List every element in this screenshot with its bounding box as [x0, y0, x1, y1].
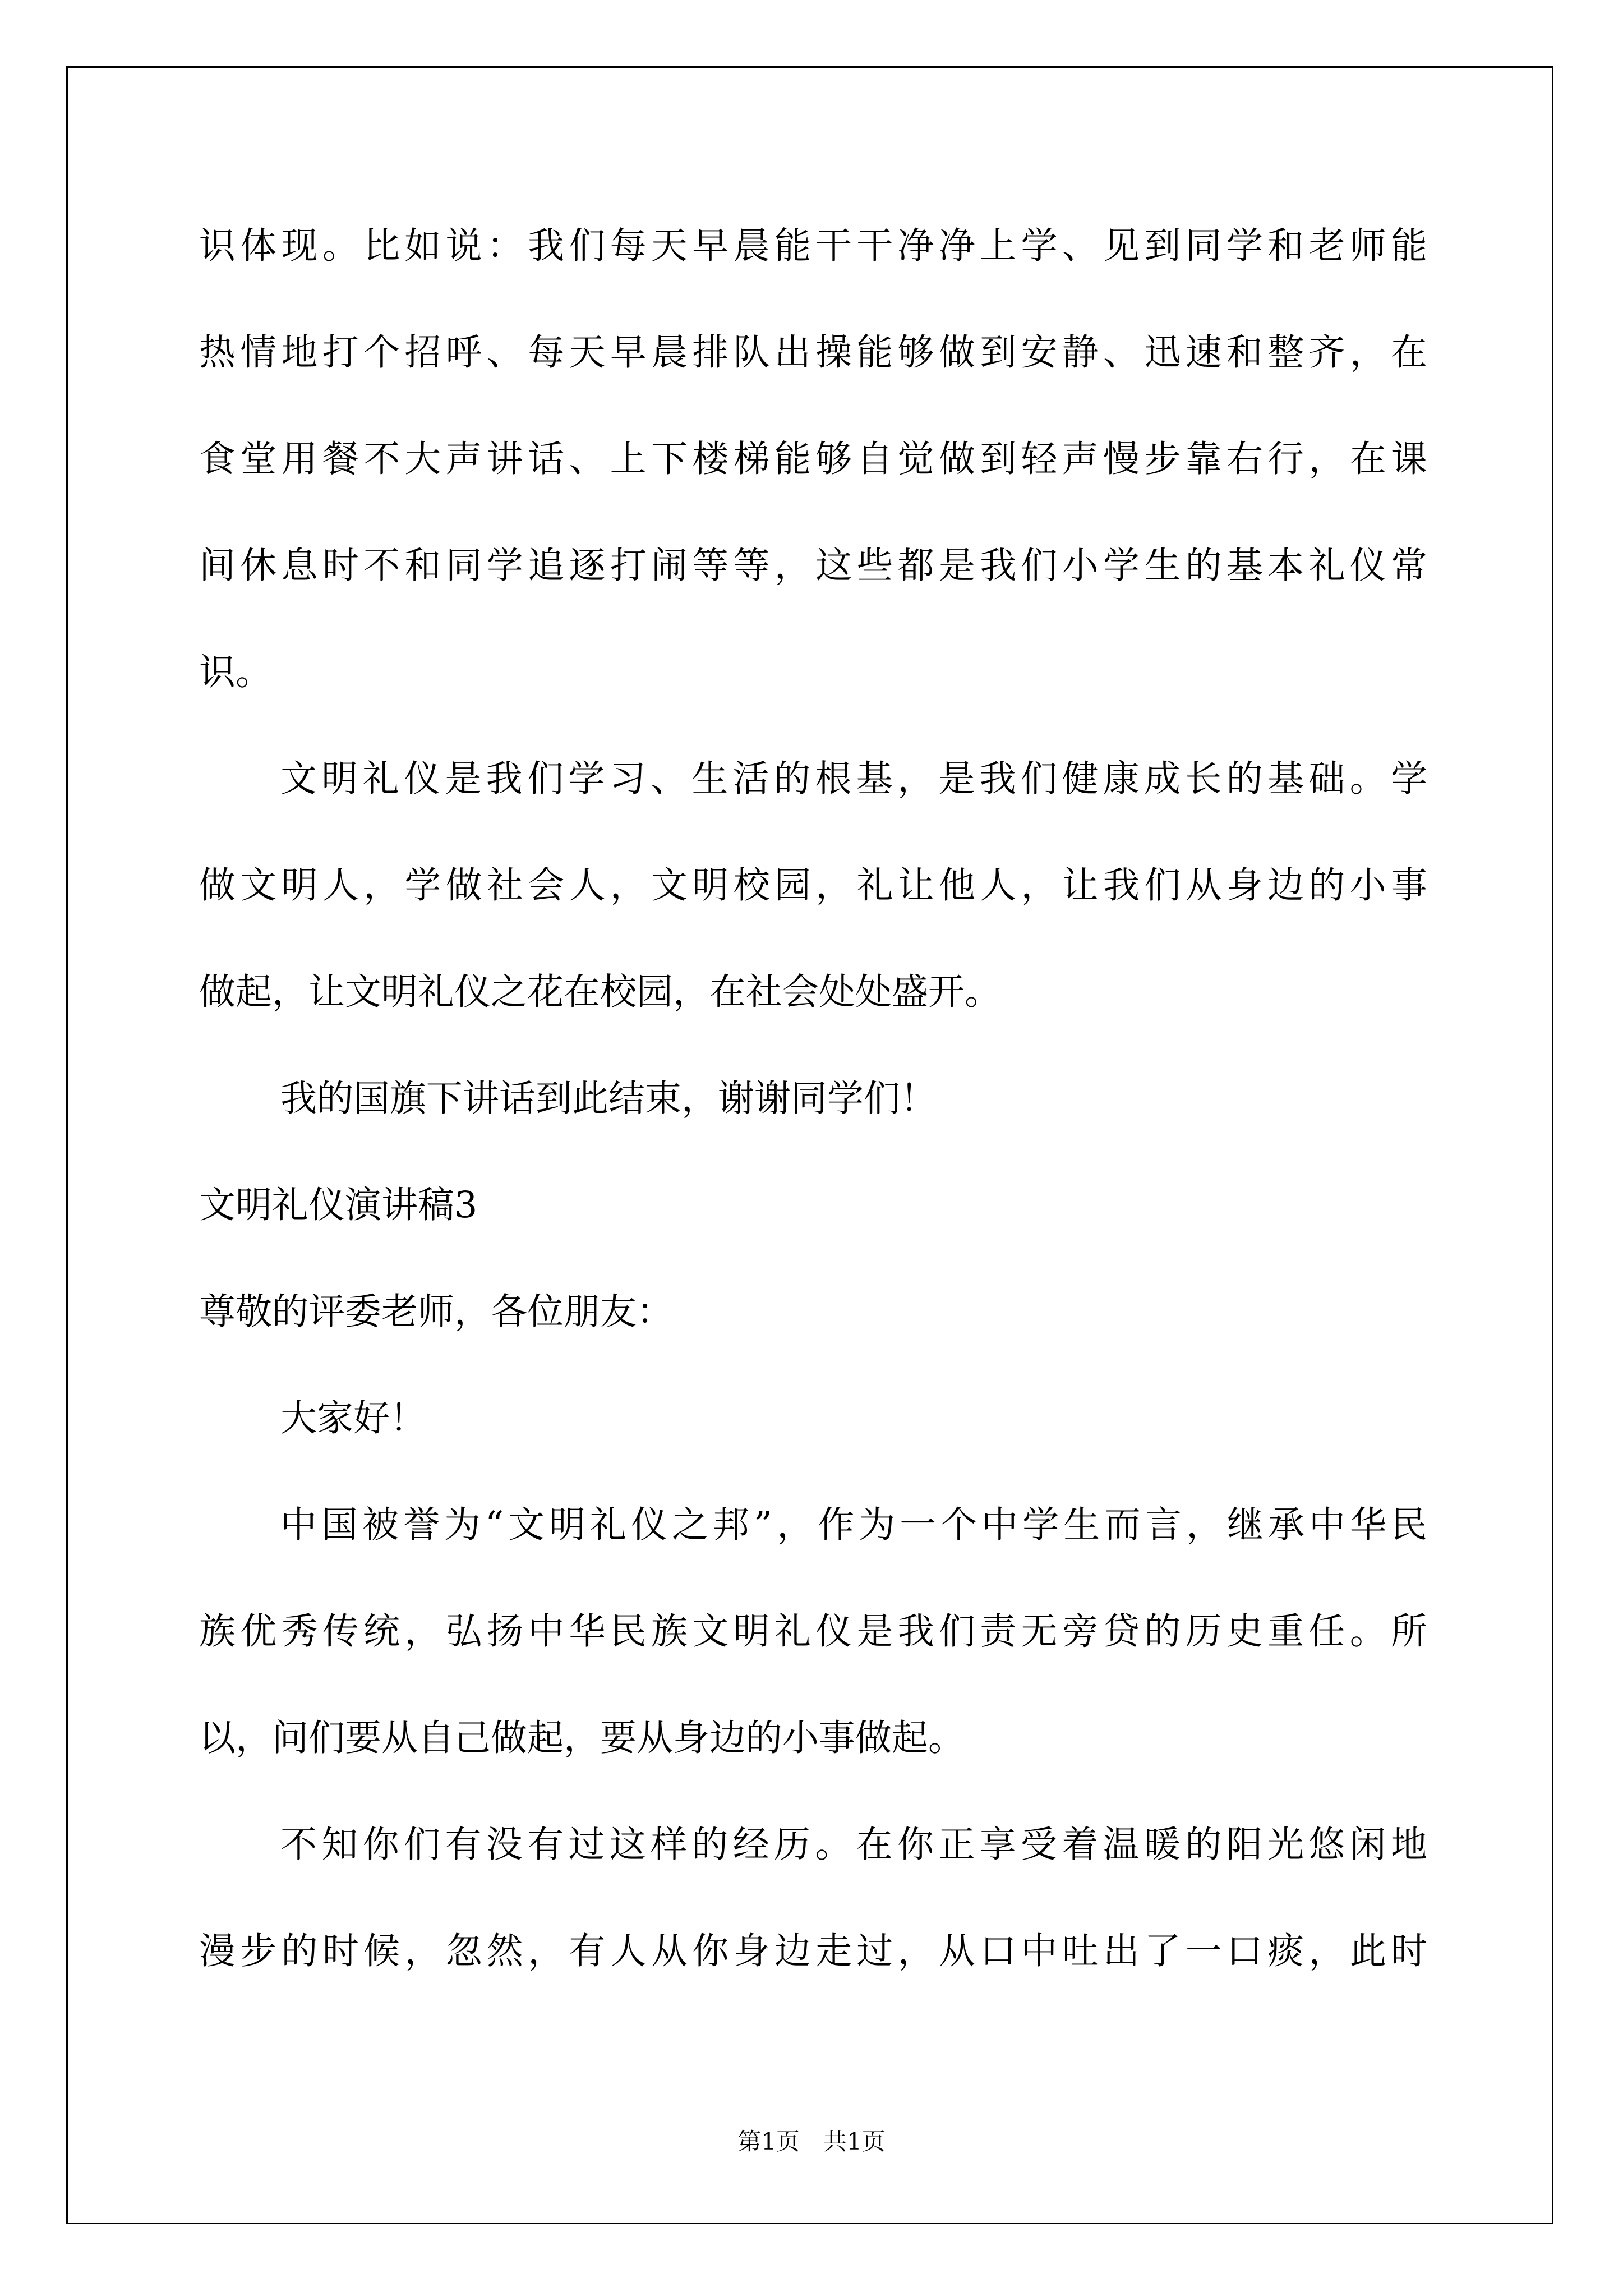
text-line: 做文明人，学做社会人，文明校园，礼让他人，让我们从身边的小事 — [199, 864, 1427, 907]
text-line: 识。 — [199, 651, 273, 693]
page-border — [66, 66, 1553, 2224]
text-line: 族优秀传统，弘扬中华民族文明礼仪是我们责无旁贷的历史重任。所 — [199, 1611, 1427, 1653]
text-line: 食堂用餐不大声讲话、上下楼梯能够自觉做到轻声慢步靠右行，在课 — [199, 438, 1427, 480]
text-line: 做起，让文明礼仪之花在校园，在社会处处盛开。 — [199, 971, 1002, 1013]
text-line: 我的国旗下讲话到此结束，谢谢同学们！ — [280, 1078, 937, 1120]
text-line: 间休息时不和同学追逐打闹等等，这些都是我们小学生的基本礼仪常 — [199, 545, 1427, 587]
text-line: 不知你们有没有过这样的经历。在你正享受着温暖的阳光悠闲地 — [280, 1824, 1427, 1866]
text-line: 识体现。比如说：我们每天早晨能干干净净上学、见到同学和老师能 — [199, 225, 1427, 267]
section-heading: 文明礼仪演讲稿3 — [199, 1184, 478, 1226]
greeting: 大家好！ — [280, 1397, 427, 1439]
text-line: 以，问们要从自己做起，要从身边的小事做起。 — [199, 1717, 965, 1759]
text-line: 中国被誉为“文明礼仪之邦”，作为一个中学生而言，继承中华民 — [280, 1504, 1427, 1546]
page-footer: 第1页 共1页 — [737, 2128, 886, 2155]
text-line: 漫步的时候，忽然，有人从你身边走过，从口中吐出了一口痰，此时 — [199, 1930, 1427, 1972]
salutation: 尊敬的评委老师，各位朋友： — [199, 1291, 674, 1333]
text-line: 文明礼仪是我们学习、生活的根基，是我们健康成长的基础。学 — [280, 758, 1427, 800]
text-line: 热情地打个招呼、每天早晨排队出操能够做到安静、迅速和整齐，在 — [199, 332, 1427, 374]
